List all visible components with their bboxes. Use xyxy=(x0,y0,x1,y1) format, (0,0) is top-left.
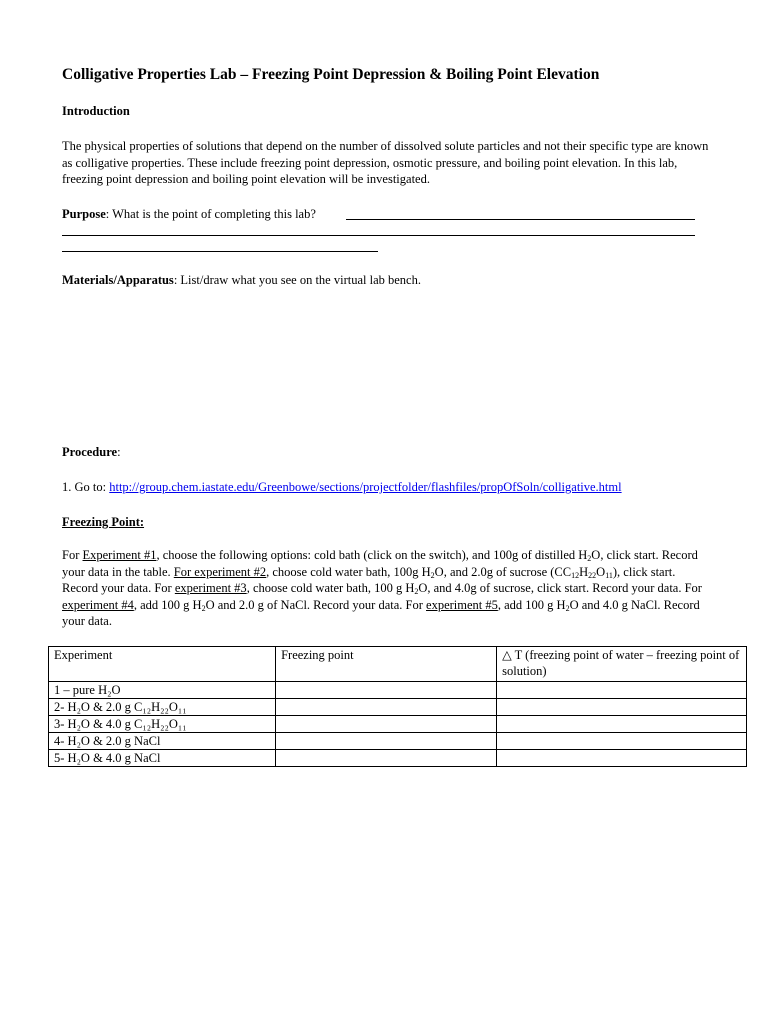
row-experiment-label: 5- H₂O & 4.0 g NaCl xyxy=(49,750,276,767)
step-1-prefix: 1. Go to: xyxy=(62,480,110,494)
header-freezing-point: Freezing point xyxy=(276,647,497,682)
row-experiment-label: 2- H₂O & 2.0 g C₁₂H₂₂O₁₁ xyxy=(49,699,276,716)
table-row xyxy=(49,716,747,733)
introduction-text: The physical properties of solutions that depend on the number of dissolved solute particles and not their specific type are known as colligative properties. These include freezing point depression, osmotic pressure, and boiling point elevation. In this lab, freezing point depression and boiling point elevation will be investigated. xyxy=(62,139,709,186)
row-experiment-label: 3- H₂O & 4.0 g C₁₂H₂₂O₁₁ xyxy=(49,716,276,733)
experiment-1-ref: Experiment #1 xyxy=(82,548,157,562)
table-row xyxy=(49,733,747,750)
page-title: Colligative Properties Lab – Freezing Point Depression & Boiling Point Elevation xyxy=(62,66,600,83)
freezing-point-cell[interactable] xyxy=(276,750,497,767)
delta-t-cell[interactable] xyxy=(497,716,747,733)
procedure-label: Procedure xyxy=(62,445,118,459)
delta-t-cell[interactable] xyxy=(497,699,747,716)
procedure-step-1 xyxy=(62,479,622,496)
materials-line xyxy=(62,272,421,289)
experiment-3-ref: experiment #3 xyxy=(174,581,247,595)
introduction-heading: Introduction xyxy=(62,104,130,118)
table-row xyxy=(49,750,747,767)
purpose-line xyxy=(62,206,316,223)
freezing-point-cell[interactable] xyxy=(276,733,497,750)
freezing-point-cell[interactable] xyxy=(276,699,497,716)
colligative-sim-link[interactable]: http://group.chem.iastate.edu/Greenbowe/sections/projectfolder/flashfiles/propOfSoln/colligative.html xyxy=(109,480,622,494)
purpose-question: : What is the point of completing this lab? xyxy=(105,207,316,221)
header-experiment: Experiment xyxy=(49,647,276,682)
materials-text: : List/draw what you see on the virtual lab bench. xyxy=(173,273,421,287)
purpose-answer-line-2[interactable] xyxy=(62,235,695,236)
delta-t-cell[interactable] xyxy=(497,682,747,699)
table-header-row xyxy=(49,647,747,682)
experiment-2-ref: For experiment #2 xyxy=(173,564,267,579)
delta-t-cell[interactable] xyxy=(497,750,747,767)
freezing-point-cell[interactable] xyxy=(276,716,497,733)
purpose-answer-line-1[interactable] xyxy=(346,219,695,220)
experiment-5-ref: experiment #5 xyxy=(426,597,498,612)
row-experiment-label: 4- H₂O & 2.0 g NaCl xyxy=(49,733,276,750)
freezing-point-heading: Freezing Point: xyxy=(62,515,145,529)
row-experiment-label: 1 – pure H₂O xyxy=(49,682,276,699)
materials-label: Materials/Apparatus xyxy=(62,273,174,287)
purpose-label: Purpose xyxy=(62,207,106,221)
header-delta-t: △ T (freezing point of water – freezing point of solution) xyxy=(497,647,747,682)
table-row xyxy=(49,699,747,716)
freezing-instructions: For Experiment #1, choose the following options: cold bath (click on the switch), and 100g of distilled $H_2O$, click start. Record your data in the table. For experiment #2, choose cold water bath, 100g $H_2O$, and 2.0g of sucrose $(CC_{12}H_{22}O_{11})$, click start. Record your data. For experiment #3, choose cold water bath, 100 g $H_2O$, and 4.0g of sucrose, click start. Record your data. For experiment #4, add 100 g $H_2O$ and 2.0 g of NaCl. Record your data. For experiment #5, add 100 g $H_2O$ and 4.0 g NaCl. Record your data. xyxy=(62,548,702,628)
delta-t-cell[interactable] xyxy=(497,733,747,750)
purpose-answer-line-3[interactable] xyxy=(62,251,378,252)
procedure-line: Procedure: xyxy=(62,445,121,459)
experiment-4-ref: experiment #4 xyxy=(62,597,134,612)
table-row xyxy=(49,682,747,699)
freezing-point-cell[interactable] xyxy=(276,682,497,699)
freezing-point-data-table xyxy=(48,646,747,767)
